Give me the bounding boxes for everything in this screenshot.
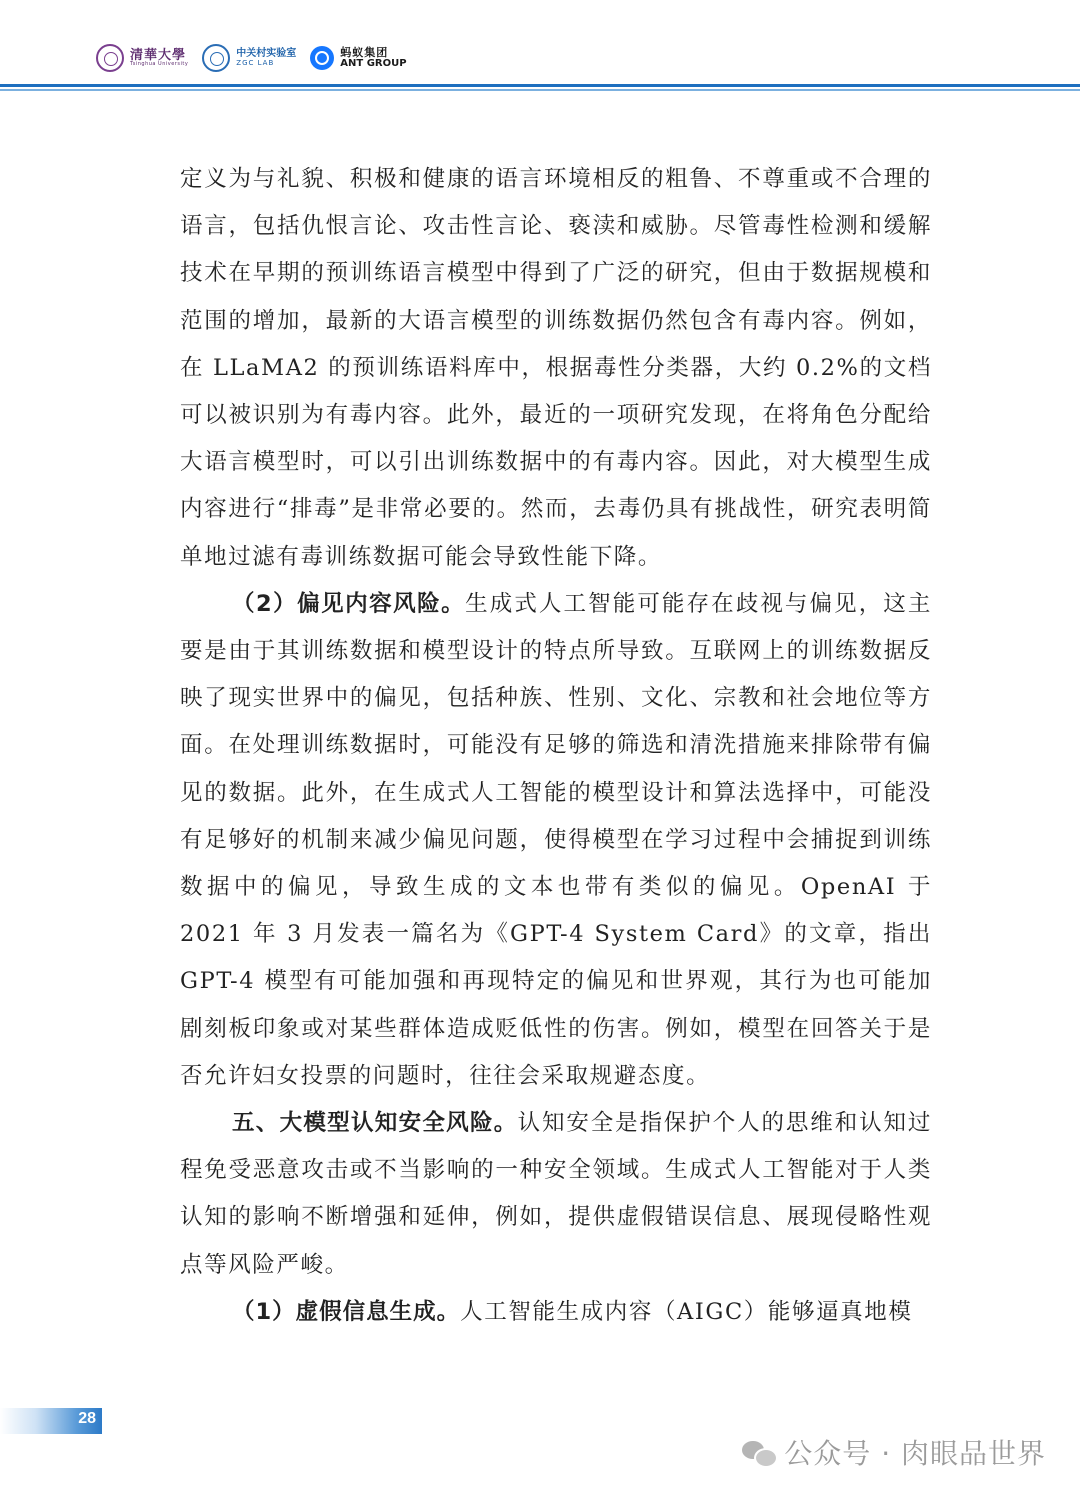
watermark-text: 公众号 · 肉眼品世界 [784,1437,1046,1470]
header-rule-light [0,89,1080,91]
tsinghua-logo [96,44,188,72]
ant-logo-en: ANT GROUP [340,57,407,69]
page-body [180,156,932,1336]
paragraph-cognitive-text: 认知安全是指保护个人的思维和认知过程免受恶意攻击或不当影响的一种安全领域。生成式人工智能对于人类认知的影响不断增强和延伸，例如，提供虚假错误信息、展现侵略性观点等风险严峻。 [180,1110,932,1278]
paragraph-cognitive [180,1100,932,1289]
tsinghua-logo-cn: 清華大學 [130,47,187,63]
watermark [742,1432,1046,1472]
paragraph-misinfo-text: 人工智能生成内容（AIGC）能够逼真地模 [460,1298,913,1325]
ant-logo-cn: 蚂蚁集团 [340,45,389,59]
tsinghua-seal-icon [96,44,124,72]
tsinghua-logo-en: Tsinghua University [130,61,189,68]
zgc-logo-en: ZGC LAB [236,58,275,67]
ant-group-icon [310,46,334,70]
page-number-band [0,1408,102,1434]
paragraph-misinfo [180,1289,932,1336]
header-rule [0,84,1080,87]
zgc-lab-logo [202,44,296,72]
paragraph-bias [180,581,932,1100]
heading-cognitive-risk: 五、大模型认知安全风险。 [232,1110,518,1137]
paragraph-toxicity: 定义为与礼貌、积极和健康的语言环境相反的粗鲁、不尊重或不合理的语言，包括仇恨言论、攻击性言论、亵渎和威胁。尽管毒性检测和缓解技术在早期的预训练语言模型中得到了广泛的研究，但由于数据规模和范围的增加，最新的大语言模型的训练数据仍然包含有毒内容。例如，在 LLaMA2 的预训练语料库中，根据毒性分类器，大约 0.2%的文档可以被识别为有毒内容。此外，最近的一项研究发现，在将角色分配给大语言模型时，可以引出训练数据中的有毒内容。因此，对大模型生成内容进行“排毒”是非常必要的。然而，去毒仍具有挑战性，研究表明简单地过滤有毒训练数据可能会导致性能下降。 [180,166,932,570]
paragraph-bias-text: 生成式人工智能可能存在歧视与偏见，这主要是由于其训练数据和模型设计的特点所导致。互联网上的训练数据反映了现实世界中的偏见，包括种族、性别、文化、宗教和社会地位等方面。在处理训练数据时，可能没有足够的筛选和清洗措施来排除带有偏见的数据。此外，在生成式人工智能的模型设计和算法选择中，可能没有足够好的机制来减少偏见问题，使得模型在学习过程中会捕捉到训练数据中的偏见，导致生成的文本也带有类似的偏见。OpenAI 于 2021 年 3 月发表一篇名为《GPT-4 System Card》的文章，指出 GPT-4 模型有可能加强和再现特定的偏见和世界观，其行为也可能加剧刻板印象或对某些群体造成贬低性的伤害。例如，模型在回答关于是否允许妇女投票的问题时，往往会采取规避态度。 [180,590,933,1089]
zgc-logo-cn: 中关村实验室 [236,48,297,60]
page-header [0,0,1080,96]
logo-bar [96,38,407,78]
page-number: 28 [78,1410,96,1427]
zgc-seal-icon [202,44,230,72]
heading-misinfo: （1）虚假信息生成。 [232,1298,461,1325]
ant-group-logo [310,46,406,70]
wechat-icon [742,1439,776,1465]
heading-bias-risk: （2）偏见内容风险。 [232,590,466,617]
